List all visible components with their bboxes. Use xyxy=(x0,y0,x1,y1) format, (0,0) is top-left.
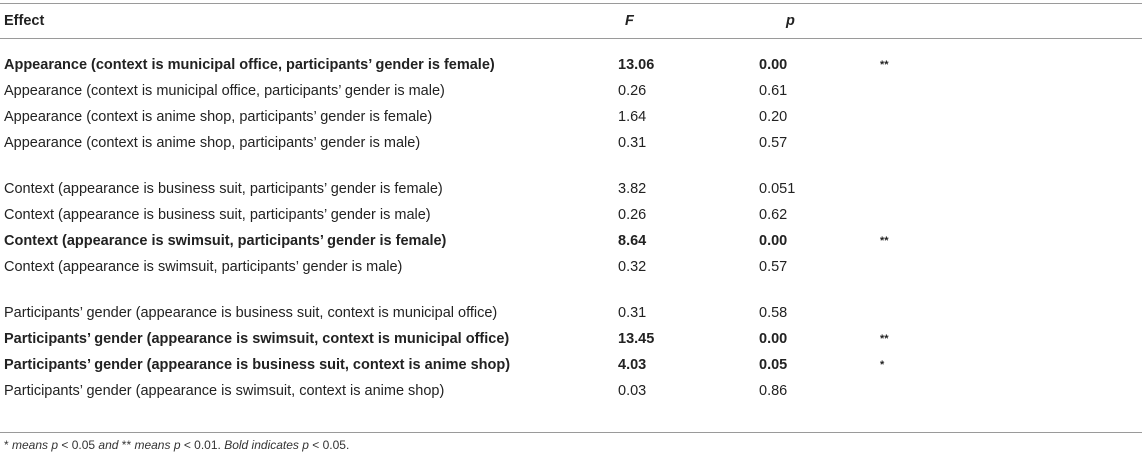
table-body xyxy=(0,42,1142,404)
footnote-lt3: < 0.05. xyxy=(308,438,350,452)
significance-cell: ** xyxy=(880,235,889,247)
header-significance xyxy=(877,0,1142,42)
table-row xyxy=(0,378,1142,404)
f-value-cell: 0.31 xyxy=(618,305,647,321)
effect-cell: Participants’ gender (appearance is business suit, context is anime shop) xyxy=(4,357,511,373)
p-value-cell: 0.62 xyxy=(759,207,788,223)
significance-cell xyxy=(877,378,1142,404)
table-row xyxy=(0,326,1142,352)
footnote-bold-text: Bold indicates xyxy=(224,438,303,452)
table-row xyxy=(0,130,1142,156)
table-row xyxy=(0,202,1142,228)
p-value-cell: 0.00 xyxy=(759,233,788,249)
significance-cell xyxy=(877,78,1142,104)
significance-cell xyxy=(877,300,1142,326)
f-value-cell: 0.31 xyxy=(618,135,647,151)
significance-cell xyxy=(877,254,1142,280)
footnote-lt2: < 0.01. xyxy=(180,438,225,452)
header-effect: Effect xyxy=(4,13,45,29)
footnote-p2: p xyxy=(173,438,181,452)
f-value-cell: 8.64 xyxy=(618,233,647,249)
f-value-cell: 13.45 xyxy=(618,331,655,347)
significance-cell: ** xyxy=(880,333,889,345)
effect-cell: Context (appearance is swimsuit, participants’ gender is female) xyxy=(4,233,447,249)
header-p: p xyxy=(786,13,795,29)
f-value-cell: 0.32 xyxy=(618,259,647,275)
f-value-cell: 0.03 xyxy=(618,383,647,399)
header-f: F xyxy=(625,13,634,29)
significance-cell: * xyxy=(880,359,885,371)
significance-cell xyxy=(877,176,1142,202)
footnote-and: and xyxy=(95,438,122,452)
group-spacer xyxy=(0,156,1142,176)
table-row xyxy=(0,78,1142,104)
footnote-star1: * xyxy=(4,438,9,452)
table-header-row xyxy=(0,0,1142,42)
effect-cell: Appearance (context is anime shop, participants’ gender is male) xyxy=(4,135,421,151)
spacer-cell xyxy=(0,156,1142,176)
table-row xyxy=(0,254,1142,280)
p-value-cell: 0.58 xyxy=(759,305,788,321)
group-spacer xyxy=(0,280,1142,300)
f-value-cell: 0.26 xyxy=(618,83,647,99)
significance-cell xyxy=(877,202,1142,228)
effect-cell: Participants’ gender (appearance is swimsuit, context is anime shop) xyxy=(4,383,445,399)
table-bottom-rule xyxy=(0,432,1142,433)
p-value-cell: 0.86 xyxy=(759,383,788,399)
p-value-cell: 0.57 xyxy=(759,259,788,275)
f-value-cell: 0.26 xyxy=(618,207,647,223)
footnote-lt1: < 0.05 xyxy=(58,438,96,452)
effect-cell: Context (appearance is business suit, participants’ gender is female) xyxy=(4,181,443,197)
effect-cell: Appearance (context is municipal office, participants’ gender is female) xyxy=(4,57,495,73)
f-value-cell: 13.06 xyxy=(618,57,655,73)
table-row xyxy=(0,300,1142,326)
table-footnote xyxy=(4,438,349,452)
effect-cell: Appearance (context is anime shop, participants’ gender is female) xyxy=(4,109,433,125)
p-value-cell: 0.61 xyxy=(759,83,788,99)
p-value-cell: 0.00 xyxy=(759,57,788,73)
effect-cell: Appearance (context is municipal office, participants’ gender is male) xyxy=(4,83,445,99)
f-value-cell: 1.64 xyxy=(618,109,647,125)
footnote-p1: p xyxy=(51,438,59,452)
table-row xyxy=(0,104,1142,130)
effect-cell: Participants’ gender (appearance is business suit, context is municipal office) xyxy=(4,305,498,321)
footnote-star2: ** xyxy=(121,438,132,452)
f-value-cell: 3.82 xyxy=(618,181,647,197)
table-row xyxy=(0,228,1142,254)
significance-cell xyxy=(877,130,1142,156)
footnote-p3: p xyxy=(302,438,309,452)
spacer-cell xyxy=(0,280,1142,300)
significance-cell: ** xyxy=(880,59,889,71)
footnote-text1: means xyxy=(8,438,52,452)
p-value-cell: 0.00 xyxy=(759,331,788,347)
table-row xyxy=(0,352,1142,378)
effect-cell: Context (appearance is swimsuit, participants’ gender is male) xyxy=(4,259,403,275)
effect-cell: Participants’ gender (appearance is swimsuit, context is municipal office) xyxy=(4,331,510,347)
p-value-cell: 0.051 xyxy=(759,181,796,197)
footnote-text2: means xyxy=(131,438,174,452)
p-value-cell: 0.05 xyxy=(759,357,788,373)
p-value-cell: 0.20 xyxy=(759,109,788,125)
table-row xyxy=(0,176,1142,202)
f-value-cell: 4.03 xyxy=(618,357,647,373)
table-row xyxy=(0,42,1142,78)
significance-cell xyxy=(877,104,1142,130)
effect-cell: Context (appearance is business suit, participants’ gender is male) xyxy=(4,207,431,223)
p-value-cell: 0.57 xyxy=(759,135,788,151)
